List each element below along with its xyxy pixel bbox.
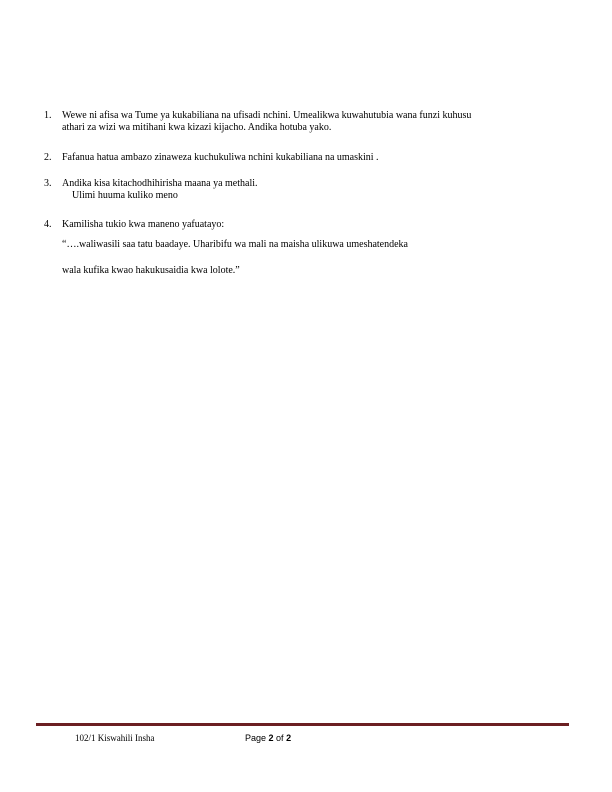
question-number: 2.: [44, 152, 52, 163]
question-line: Kamilisha tukio kwa maneno yafuatayo:: [62, 219, 225, 230]
question-list: [0, 0, 612, 300]
page-number: [245, 732, 291, 744]
quote-line: wala kufika kwao hakukusaidia kwa lolote.”: [62, 265, 240, 276]
quote-block: [62, 239, 562, 277]
question-line: Andika kisa kitachodhihirisha maana ya methali.: [62, 178, 258, 189]
footer-divider: [36, 723, 569, 726]
page-footer: [0, 732, 612, 746]
question-text: [62, 178, 562, 202]
quote-line: “….waliwasili saa tatu baadaye. Uharibifu wa mali na maisha ulikuwa umeshatendeka: [62, 239, 408, 250]
question-text: [62, 152, 562, 164]
page-prefix: Page: [245, 733, 269, 743]
course-code: 102/1 Kiswahili Insha: [75, 733, 155, 743]
page-current: 2: [268, 733, 274, 743]
question-number: 4.: [44, 219, 52, 230]
question-number: 1.: [44, 110, 52, 121]
question-line: athari za wizi wa mitihani kwa kizazi kijacho. Andika hotuba yako.: [62, 122, 332, 133]
question-text: [62, 110, 562, 134]
question-line: Wewe ni afisa wa Tume ya kukabiliana na ufisadi nchini. Umealikwa kuwahutubia wana funzi kuhusu: [62, 110, 472, 121]
proverb-text: Ulimi huuma kuliko meno: [72, 190, 178, 201]
question-number: 3.: [44, 178, 52, 189]
question-line: Fafanua hatua ambazo zinaweza kuchukuliwa nchini kukabiliana na umaskini .: [62, 152, 379, 163]
page-separator: of: [273, 733, 287, 743]
page-total: 2: [286, 733, 292, 743]
question-text: [62, 219, 562, 231]
